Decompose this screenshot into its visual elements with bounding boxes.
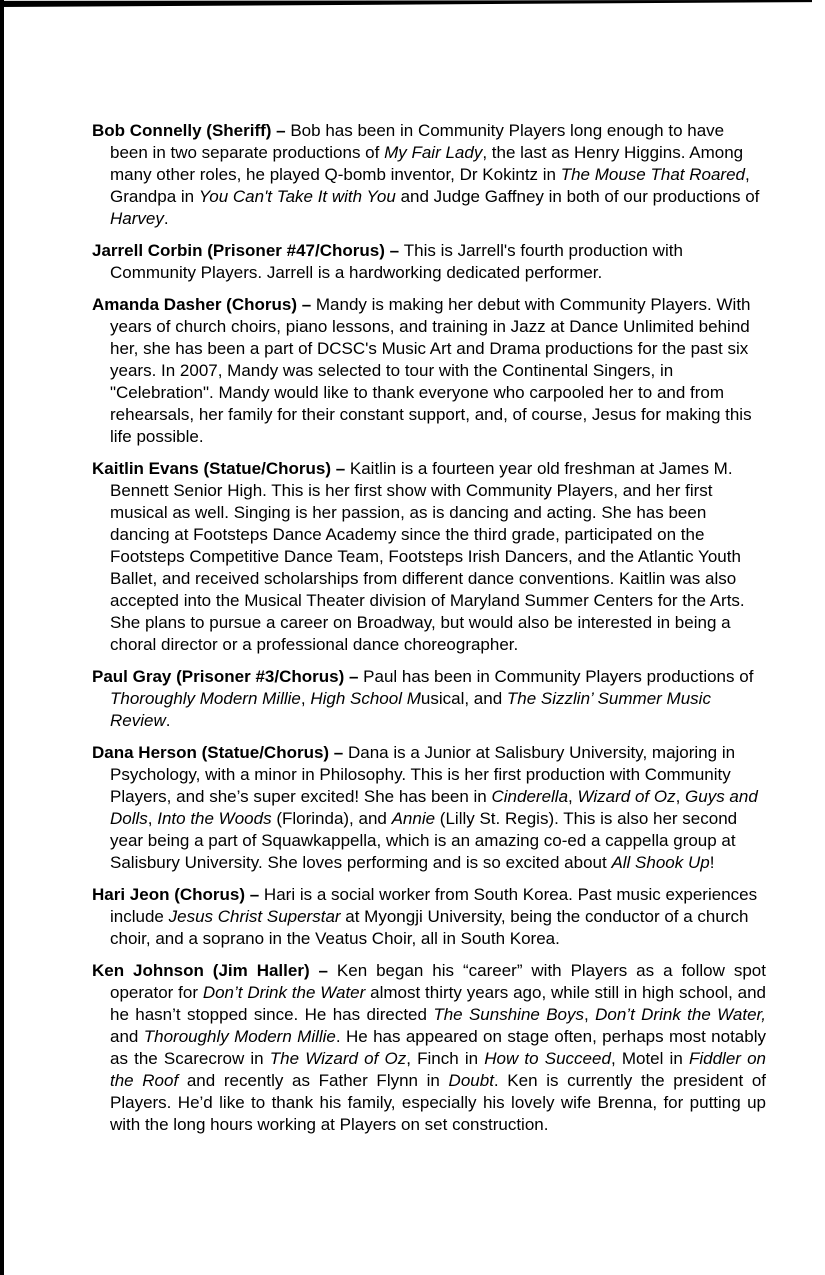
bio-text-regular: . [163,209,169,228]
bio-list [92,120,767,1146]
bio-text-italic: Into the Woods [157,809,272,828]
bio-text-italic: The Sunshine Boys [433,1005,585,1024]
bio-text-italic: How to Succeed [484,1049,611,1068]
bio-text-italic: Don’t Drink the Water, [595,1005,766,1024]
bio-text-regular: ! [709,853,715,872]
bio-text-bold: Kaitlin Evans (Statue/Chorus) – [92,459,350,478]
bio-text-regular: Paul has been in Community Players productions of [363,667,754,686]
bio-text-bold: Bob Connelly (Sheriff) – [92,121,291,140]
bio-text-regular: , [568,787,578,806]
bio-text-regular: , Finch in [406,1049,485,1068]
bio-text-italic: Guys and Dolls [110,787,758,828]
bio-text-bold: Ken Johnson (Jim Haller) – [92,961,337,980]
bio-text-bold: Hari Jeon (Chorus) – [92,885,264,904]
bio-text-regular: , the last as Henry Higgins. Among many other roles, he played Q-bomb inventor, Dr Kokintz in [110,143,744,184]
bio-text-italic: Don’t Drink the Water [202,983,366,1002]
bio-text-regular: and recently as Father Flynn in [178,1071,449,1090]
bio-text-italic: Thoroughly Modern Millie [143,1027,336,1046]
bio-text-regular: at Myongji University, being the conductor of a church choir, and a soprano in the Veatus Choir, all in South Korea. [110,907,749,948]
bio-text-bold: Jarrell Corbin (Prisoner #47/Chorus) – [92,241,404,260]
bio-paragraph-amanda-dasher [92,294,766,448]
bio-text-italic: Doubt [448,1071,494,1090]
bio-text-regular: , Motel in [610,1049,689,1068]
bio-text-regular: Bob has been in Community Players long enough to have been in two separate productions of [110,121,725,162]
page-border-top [0,0,812,7]
bio-text-regular: This is Jarrell's fourth production with Community Players. Jarrell is a hardworking dedicated performer. [110,241,683,282]
bio-text-italic: My Fair Lady [384,143,483,162]
bio-text-bold: Amanda Dasher (Chorus) – [92,295,316,314]
bio-text-regular: . He has appeared on stage often, perhaps most notably as the Scarecrow in [110,1027,766,1068]
bio-paragraph-kaitlin-evans [92,458,766,656]
bio-text-regular: almost thirty years ago, while still in high school, and he hasn’t stopped since. He has directed [110,983,766,1024]
bio-text-regular: (Lilly St. Regis). This is also her second year being a part of Squawkappella, which is an amazing co-ed a cappella group at Salisbury University. She loves performing and is so excited about [110,809,738,872]
bio-text-regular: , [584,1005,596,1024]
bio-paragraph-dana-herson [92,742,766,874]
bio-text-regular: . [165,711,171,730]
bio-text-italic: The Sizzlin’ Summer Music Review [110,689,711,730]
bio-text-regular: Ken began his “career” with Players as a follow spot operator for [110,961,766,1002]
bio-text-italic: High School M [310,689,421,708]
bio-text-italic: Wizard of Oz [577,787,676,806]
bio-text-regular: , [147,809,158,828]
bio-text-italic: The Mouse That Roared [560,165,745,184]
bio-text-regular: usical, and [420,689,507,708]
bio-paragraph-ken-johnson [92,960,767,1136]
bio-paragraph-jarrell-corbin [92,240,766,284]
bio-text-italic: You Can't Take It with You [198,187,396,206]
bio-text-regular: and Judge Gaffney in both of our productions of [395,187,760,206]
bio-text-regular: , [675,787,686,806]
bio-text-regular: . Ken is currently the president of Players. He’d like to thank his family, especially his lovely wife Brenna, for putting up with the long hours working at Players on set construction. [110,1071,767,1134]
bio-text-regular: (Florinda), and [271,809,392,828]
bio-text-regular: , [300,689,311,708]
bio-text-regular: Mandy is making her debut with Community Players. With years of church choirs, piano lessons, and training in Jazz at Dance Unlimited behind her, she has been a part of DCSC's Music Art and Drama productions for the past six years. In 2007, Mandy was selected to tour with the Continental Singers, in "Celebration". Mandy would like to thank everyone who carpooled her to and from rehearsals, her family for their constant support, and, of course, Jesus for making this life possible. [110,295,752,446]
bio-text-italic: Jesus Christ Superstar [168,907,341,926]
page-border-left [0,0,4,1275]
bio-text-italic: Harvey [110,209,164,228]
bio-text-italic: Cinderella [491,787,569,806]
bio-text-regular: Kaitlin is a fourteen year old freshman at James M. Bennett Senior High. This is her first show with Community Players, and her first musical as well. Singing is her passion, as is dancing and acting. She has been dancing at Footsteps Dance Academy since the third grade, participated on the Footsteps Competitive Dance Team, Footsteps Irish Dancers, and the Atlantic Youth Ballet, and received scholarships from different dance conventions. Kaitlin was also accepted into the Musical Theater division of Maryland Summer Centers for the Arts. She plans to pursue a career on Broadway, but would also be interested in being a choral director or a professional dance choreographer. [110,459,745,654]
bio-text-italic: Fiddler on the Roof [110,1049,767,1090]
bio-paragraph-bob-connelly [92,120,766,230]
bio-text-regular: Hari is a social worker from South Korea. Past music experiences include [110,885,758,926]
bio-text-bold: Paul Gray (Prisoner #3/Chorus) – [92,667,364,686]
bio-text-italic: Annie [391,809,436,828]
bio-text-italic: All Shook Up [611,853,710,872]
bio-paragraph-hari-jeon [92,884,766,950]
bio-text-regular: and [110,1027,144,1046]
bio-text-regular: Dana is a Junior at Salisbury University, majoring in Psychology, with a minor in Philosophy. This is her first production with Community Players, and she’s super excited! She has been in [110,743,736,806]
bio-text-regular: , Grandpa in [110,165,750,206]
bio-text-bold: Dana Herson (Statue/Chorus) – [92,743,348,762]
bio-paragraph-paul-gray [92,666,766,732]
bio-text-italic: The Wizard of Oz [269,1049,407,1068]
bio-text-italic: Thoroughly Modern Millie [110,689,301,708]
